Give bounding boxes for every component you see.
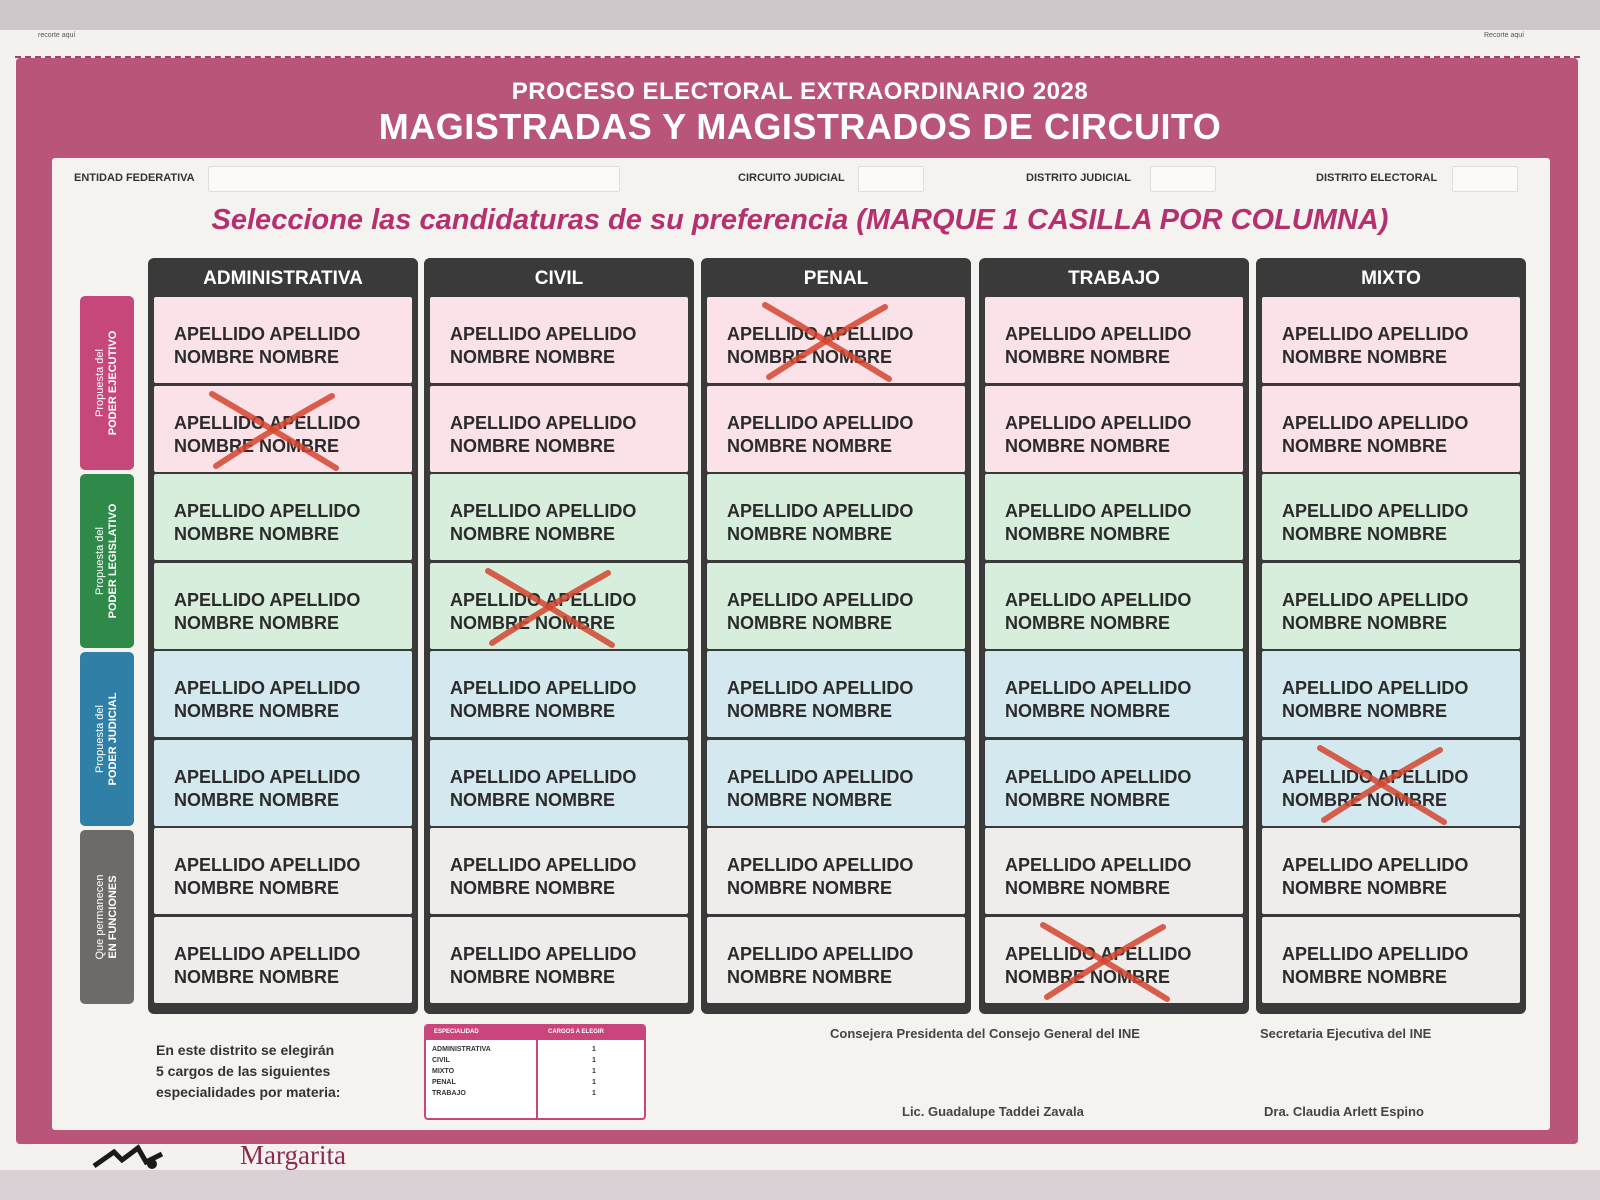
positions-table-header: ESPECIALIDAD CARGOS A ELEGIR <box>426 1026 644 1040</box>
signature-title-secretaria: Secretaria Ejecutiva del INE <box>1260 1026 1432 1041</box>
side-tab-funciones: Que permanecen EN FUNCIONES <box>80 830 134 1004</box>
candidate-box[interactable] <box>1262 386 1520 472</box>
candidate-surnames: APELLIDO APELLIDO <box>174 501 361 521</box>
top-bar <box>0 0 1600 30</box>
candidate-surnames: APELLIDO APELLIDO <box>174 589 361 610</box>
candidate-surnames: APELLIDO APELLIDO <box>1005 766 1192 787</box>
candidate-box[interactable] <box>985 740 1243 826</box>
candidate-names: NOMBRE NOMBRE <box>450 701 615 721</box>
candidate-box[interactable] <box>430 828 688 914</box>
candidate-box[interactable] <box>154 563 412 649</box>
candidate-surnames: APELLIDO APELLIDO <box>1282 943 1469 964</box>
candidate-surnames: APELLIDO APELLIDO <box>174 412 361 433</box>
candidate-surnames: APELLIDO APELLIDO <box>174 324 361 344</box>
candidate-names: NOMBRE NOMBRE <box>727 347 892 367</box>
candidate-names: NOMBRE NOMBRE <box>727 524 892 544</box>
candidate-names: NOMBRE NOMBRE <box>1282 966 1447 987</box>
candidate-box[interactable] <box>430 651 688 737</box>
candidate-box[interactable] <box>985 828 1243 914</box>
column-administrativa <box>148 258 418 1014</box>
candidate-names: NOMBRE NOMBRE <box>1005 347 1170 367</box>
signature-title-presidenta: Consejera Presidenta del Consejo General del INE <box>830 1026 1140 1041</box>
candidate-surnames: APELLIDO APELLIDO <box>1005 589 1192 610</box>
candidate-box[interactable] <box>154 740 412 826</box>
positions-row: CIVIL 1 <box>432 1057 596 1064</box>
candidate-box[interactable] <box>154 917 412 1003</box>
circuito-field <box>858 166 924 192</box>
candidate-surnames: APELLIDO APELLIDO <box>174 855 361 875</box>
column-header: MIXTO <box>1361 268 1421 289</box>
signature-name-presidenta: Lic. Guadalupe Taddei Zavala <box>902 1104 1084 1119</box>
candidate-box[interactable] <box>1262 828 1520 914</box>
candidate-box[interactable] <box>430 740 688 826</box>
column-trabajo <box>979 258 1249 1014</box>
candidate-surnames: APELLIDO APELLIDO <box>450 589 637 610</box>
positions-row: PENAL 1 <box>432 1079 596 1086</box>
candidate-box[interactable] <box>707 386 965 472</box>
candidate-box[interactable] <box>430 474 688 560</box>
candidate-surnames: APELLIDO APELLIDO <box>450 855 637 875</box>
candidate-surnames: APELLIDO APELLIDO <box>1005 501 1192 521</box>
entidad-label: ENTIDAD FEDERATIVA <box>74 172 195 184</box>
ballot-process-title: PROCESO ELECTORAL EXTRAORDINARIO 2028 <box>511 78 1089 105</box>
candidate-box[interactable] <box>1262 917 1520 1003</box>
candidate-names: NOMBRE NOMBRE <box>174 966 339 987</box>
candidate-names: NOMBRE NOMBRE <box>174 878 339 898</box>
candidate-surnames: APELLIDO APELLIDO <box>727 412 914 433</box>
candidate-box[interactable] <box>154 386 412 472</box>
candidate-names: NOMBRE NOMBRE <box>450 435 615 456</box>
side-tab-judicial: Propuesta del PODER JUDICIAL <box>80 652 134 826</box>
candidate-surnames: APELLIDO APELLIDO <box>450 943 637 964</box>
column-header: TRABAJO <box>1068 268 1160 289</box>
candidate-box[interactable] <box>707 651 965 737</box>
positions-row: TRABAJO 1 <box>432 1090 596 1097</box>
column-header: PENAL <box>803 268 869 289</box>
overlay-logo-icon <box>92 1140 202 1170</box>
candidate-surnames: APELLIDO APELLIDO <box>727 678 914 698</box>
column-header: ADMINISTRATIVA <box>203 268 363 289</box>
bottom-strip <box>0 1170 1600 1200</box>
positions-row: ADMINISTRATIVA 1 <box>432 1046 596 1053</box>
candidate-box[interactable] <box>1262 740 1520 826</box>
candidate-surnames: APELLIDO APELLIDO <box>450 678 637 698</box>
candidate-surnames: APELLIDO APELLIDO <box>727 501 914 521</box>
candidate-surnames: APELLIDO APELLIDO <box>1282 589 1469 610</box>
candidate-names: NOMBRE NOMBRE <box>1005 612 1170 633</box>
candidate-names: NOMBRE NOMBRE <box>1282 878 1447 898</box>
candidate-names: NOMBRE NOMBRE <box>1005 878 1170 898</box>
cut-here-left: recorte aquí <box>38 32 76 39</box>
candidate-box[interactable] <box>985 563 1243 649</box>
candidate-names: NOMBRE NOMBRE <box>174 612 339 633</box>
entidad-field <box>208 166 620 192</box>
candidate-box[interactable] <box>985 474 1243 560</box>
candidate-surnames: APELLIDO APELLIDO <box>727 855 914 875</box>
distrito-judicial-field <box>1150 166 1216 192</box>
candidate-box[interactable] <box>154 828 412 914</box>
candidate-names: NOMBRE NOMBRE <box>1282 524 1447 544</box>
candidate-surnames: APELLIDO APELLIDO <box>727 589 914 610</box>
candidate-surnames: APELLIDO APELLIDO <box>1005 412 1192 433</box>
candidate-surnames: APELLIDO APELLIDO <box>727 766 914 787</box>
candidate-names: NOMBRE NOMBRE <box>727 701 892 721</box>
candidate-box[interactable] <box>707 828 965 914</box>
candidate-box[interactable] <box>154 651 412 737</box>
candidate-surnames: APELLIDO APELLIDO <box>450 412 637 433</box>
candidate-box[interactable] <box>707 297 965 383</box>
candidate-names: NOMBRE NOMBRE <box>174 347 339 367</box>
candidate-names: NOMBRE NOMBRE <box>727 789 892 810</box>
candidate-box[interactable] <box>707 563 965 649</box>
candidate-surnames: APELLIDO APELLIDO <box>1282 678 1469 698</box>
candidate-box[interactable] <box>985 297 1243 383</box>
candidate-names: NOMBRE NOMBRE <box>1282 435 1447 456</box>
ballot-instruction: Seleccione las candidaturas de su preferencia (MARQUE 1 CASILLA POR COLUMNA) <box>211 204 1389 236</box>
candidate-names: NOMBRE NOMBRE <box>727 878 892 898</box>
candidate-names: NOMBRE NOMBRE <box>1005 524 1170 544</box>
signature-name-secretaria: Dra. Claudia Arlett Espino <box>1264 1104 1424 1119</box>
candidate-names: NOMBRE NOMBRE <box>1282 347 1447 367</box>
candidate-surnames: APELLIDO APELLIDO <box>1282 501 1469 521</box>
candidate-box[interactable] <box>1262 563 1520 649</box>
circuito-label: CIRCUITO JUDICIAL <box>738 172 845 184</box>
candidate-box[interactable] <box>985 917 1243 1003</box>
candidate-surnames: APELLIDO APELLIDO <box>727 943 914 964</box>
candidate-surnames: APELLIDO APELLIDO <box>1282 412 1469 433</box>
candidate-names: NOMBRE NOMBRE <box>727 435 892 456</box>
candidate-box[interactable] <box>430 563 688 649</box>
candidate-box[interactable] <box>707 917 965 1003</box>
candidate-box[interactable] <box>430 386 688 472</box>
candidate-names: NOMBRE NOMBRE <box>1282 612 1447 633</box>
candidate-surnames: APELLIDO APELLIDO <box>1005 855 1192 875</box>
candidate-box[interactable] <box>1262 651 1520 737</box>
overlay-caption: Margarita <box>240 1140 346 1170</box>
candidate-surnames: APELLIDO APELLIDO <box>450 324 637 344</box>
candidate-surnames: APELLIDO APELLIDO <box>1282 855 1469 875</box>
column-civil <box>424 258 694 1014</box>
candidate-names: NOMBRE NOMBRE <box>1005 435 1170 456</box>
candidate-names: NOMBRE NOMBRE <box>174 789 339 810</box>
candidate-surnames: APELLIDO APELLIDO <box>174 678 361 698</box>
side-tab-legislativo: Propuesta del PODER LEGISLATIVO <box>80 474 134 648</box>
candidate-box[interactable] <box>154 474 412 560</box>
column-mixto <box>1256 258 1526 1014</box>
candidate-names: NOMBRE NOMBRE <box>450 789 615 810</box>
side-tab-ejecutivo: Propuesta del PODER EJECUTIVO <box>80 296 134 470</box>
district-note: En este distrito se elegirán 5 cargos de las siguientes especialidades por materia: <box>156 1042 341 1100</box>
candidate-surnames: APELLIDO APELLIDO <box>727 324 914 344</box>
candidate-surnames: APELLIDO APELLIDO <box>1005 678 1192 698</box>
candidate-names: NOMBRE NOMBRE <box>1282 701 1447 721</box>
candidate-box[interactable] <box>985 386 1243 472</box>
ballot-main-title: MAGISTRADAS Y MAGISTRADOS DE CIRCUITO <box>378 106 1222 147</box>
positions-table <box>424 1024 646 1120</box>
candidate-names: NOMBRE NOMBRE <box>1005 701 1170 721</box>
candidate-box[interactable] <box>985 651 1243 737</box>
distrito-electoral-field <box>1452 166 1518 192</box>
candidate-surnames: APELLIDO APELLIDO <box>1282 324 1469 344</box>
candidate-names: NOMBRE NOMBRE <box>450 347 615 367</box>
candidate-surnames: APELLIDO APELLIDO <box>174 766 361 787</box>
candidate-box[interactable] <box>707 474 965 560</box>
candidate-names: NOMBRE NOMBRE <box>174 435 339 456</box>
candidate-surnames: APELLIDO APELLIDO <box>1005 324 1192 344</box>
candidate-names: NOMBRE NOMBRE <box>1005 966 1170 987</box>
candidate-box[interactable] <box>707 740 965 826</box>
candidate-names: NOMBRE NOMBRE <box>174 701 339 721</box>
candidate-names: NOMBRE NOMBRE <box>450 524 615 544</box>
candidate-box[interactable] <box>430 297 688 383</box>
cut-line <box>15 56 1580 58</box>
column-penal <box>701 258 971 1014</box>
candidate-box[interactable] <box>430 917 688 1003</box>
candidate-names: NOMBRE NOMBRE <box>1005 789 1170 810</box>
candidate-surnames: APELLIDO APELLIDO <box>450 766 637 787</box>
candidate-names: NOMBRE NOMBRE <box>1282 789 1447 810</box>
candidate-box[interactable] <box>1262 474 1520 560</box>
candidate-box[interactable] <box>1262 297 1520 383</box>
distrito-judicial-label: DISTRITO JUDICIAL <box>1026 172 1131 184</box>
column-header: CIVIL <box>534 268 584 289</box>
candidate-surnames: APELLIDO APELLIDO <box>1005 943 1192 964</box>
distrito-electoral-label: DISTRITO ELECTORAL <box>1316 172 1438 184</box>
candidate-names: NOMBRE NOMBRE <box>727 966 892 987</box>
candidate-surnames: APELLIDO APELLIDO <box>1282 766 1469 787</box>
candidate-names: NOMBRE NOMBRE <box>727 612 892 633</box>
candidate-names: NOMBRE NOMBRE <box>174 524 339 544</box>
cut-here-right: Recorte aquí <box>1484 32 1525 39</box>
candidate-surnames: APELLIDO APELLIDO <box>450 501 637 521</box>
candidate-names: NOMBRE NOMBRE <box>450 966 615 987</box>
candidate-box[interactable] <box>154 297 412 383</box>
candidate-names: NOMBRE NOMBRE <box>450 612 615 633</box>
candidate-names: NOMBRE NOMBRE <box>450 878 615 898</box>
candidate-surnames: APELLIDO APELLIDO <box>174 943 361 964</box>
positions-row: MIXTO 1 <box>432 1068 596 1075</box>
